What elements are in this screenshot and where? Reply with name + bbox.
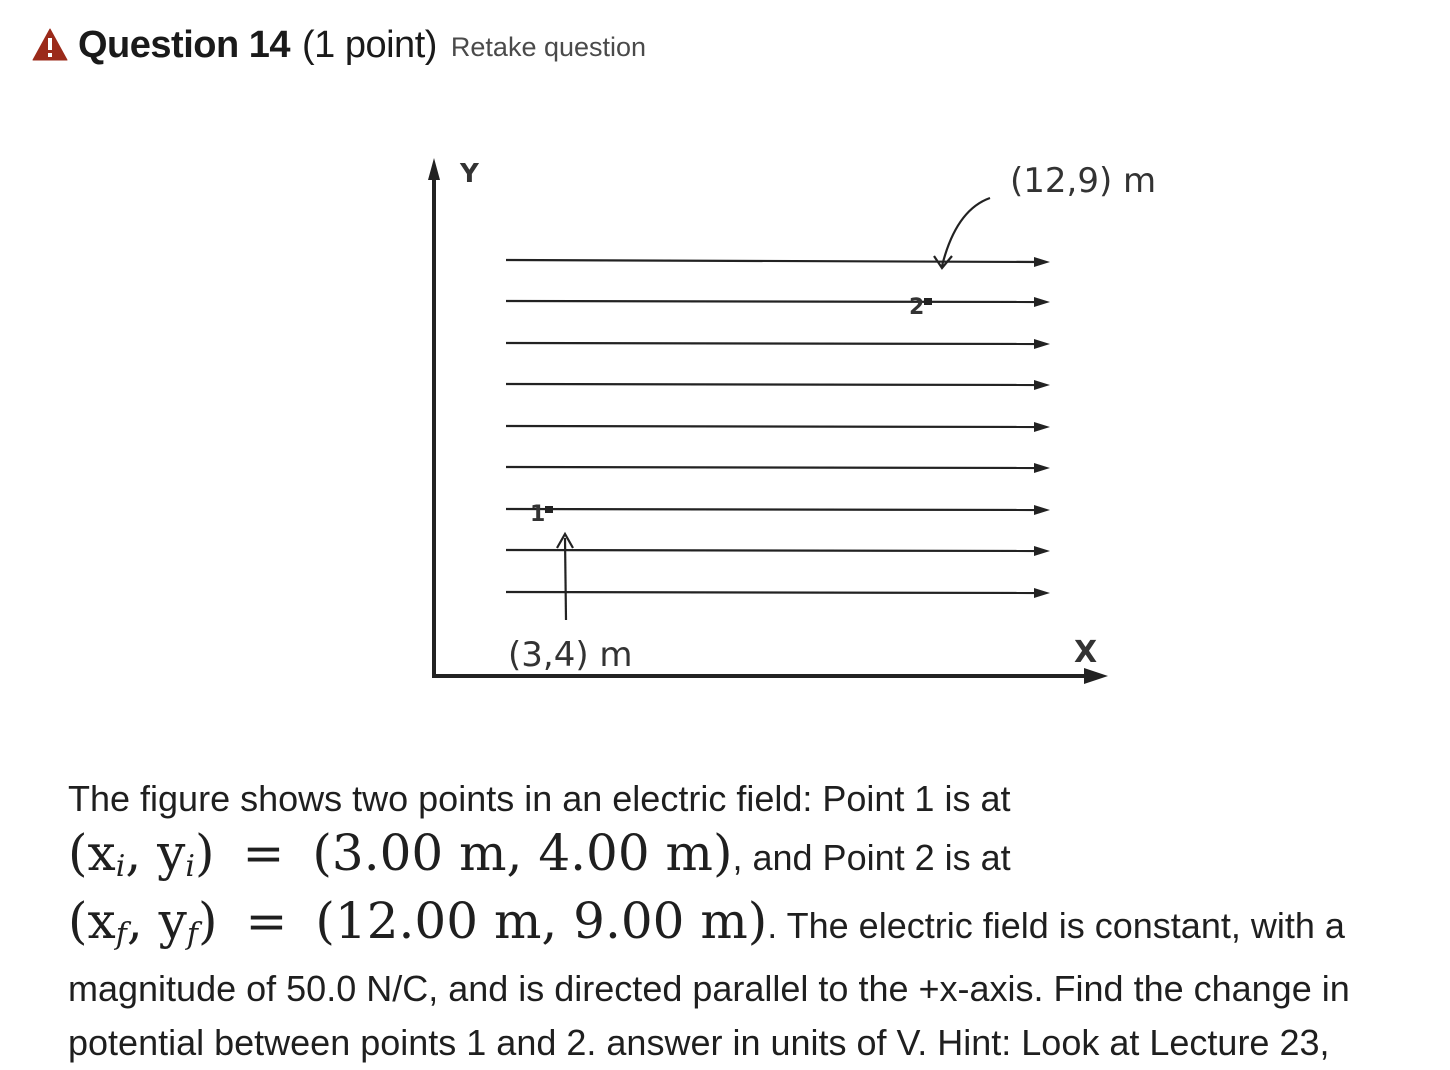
field-line [506, 384, 1040, 385]
math-text: ) [194, 824, 215, 882]
point2-pointer [942, 198, 990, 266]
math-equals: = [242, 824, 285, 882]
question-prompt [68, 772, 1443, 1070]
point2-dot [924, 298, 932, 305]
field-line [506, 592, 1040, 593]
field-line [506, 467, 1040, 468]
y-axis-label: Y [460, 159, 479, 189]
field-arrowhead [1034, 257, 1050, 267]
point1-marker: 1 [530, 502, 546, 527]
prompt-line-5: potential between points 1 and 2. answer in units of V. Hint: Look at Lecture 23, [68, 1022, 1330, 1063]
field-arrowhead [1034, 588, 1050, 598]
field-line [506, 426, 1040, 427]
point2-equation [68, 892, 767, 950]
math-sub: i [185, 849, 195, 884]
question-points: (1 point) [302, 23, 437, 66]
field-line [506, 550, 1040, 551]
field-diagram [420, 140, 1157, 700]
field-line [506, 301, 1040, 302]
math-text: (x [68, 892, 116, 950]
retake-question-link[interactable]: Retake question [450, 31, 647, 62]
field-line [506, 509, 1040, 510]
field-lines [506, 260, 1040, 593]
prompt-line-3 [68, 894, 1443, 962]
point1-equation [68, 824, 732, 882]
electric-field-figure [420, 140, 1157, 700]
warning-triangle-icon [32, 27, 68, 63]
math-equals: = [245, 892, 288, 950]
point1-coord-label: (3,4) m [508, 635, 633, 675]
x-axis-arrow [1084, 668, 1108, 684]
math-text: , y [125, 824, 186, 882]
prompt-line-1: The figure shows two points in an electric field: Point 1 is at [68, 778, 1011, 819]
math-text: , y [126, 892, 187, 950]
field-arrowheads [1034, 257, 1050, 598]
field-line [506, 260, 1040, 262]
prompt-text: . The electric field is constant, with a [767, 905, 1345, 946]
math-sub: f [115, 917, 127, 952]
question-header [32, 20, 646, 70]
field-line [506, 343, 1040, 344]
point1-dot [545, 506, 553, 513]
prompt-line-2 [68, 826, 1443, 894]
field-arrowhead [1034, 339, 1050, 349]
math-text: (x [68, 824, 116, 882]
field-arrowhead [1034, 422, 1050, 432]
point2-coord-label: (12,9) m [1010, 161, 1157, 201]
point1-pointer [565, 538, 566, 620]
math-sub: i [115, 849, 126, 884]
prompt-line-4: magnitude of 50.0 N/C, and is directed parallel to the +x-axis. Find the change in [68, 968, 1350, 1009]
field-arrowhead [1034, 380, 1050, 390]
point2-marker: 2 [909, 295, 925, 320]
question-title: Question 14 [78, 23, 290, 66]
math-text: (12.00 m, 9.00 m) [315, 892, 768, 950]
math-sub: f [186, 917, 198, 952]
prompt-text: , and Point 2 is at [732, 837, 1011, 878]
field-arrowhead [1034, 546, 1050, 556]
field-arrowhead [1034, 463, 1050, 473]
x-axis-label: X [1074, 635, 1098, 670]
field-arrowhead [1034, 297, 1050, 307]
math-text: (3.00 m, 4.00 m) [312, 824, 733, 882]
field-arrowhead [1034, 505, 1050, 515]
y-axis-arrow [428, 158, 440, 180]
math-text: ) [197, 892, 218, 950]
